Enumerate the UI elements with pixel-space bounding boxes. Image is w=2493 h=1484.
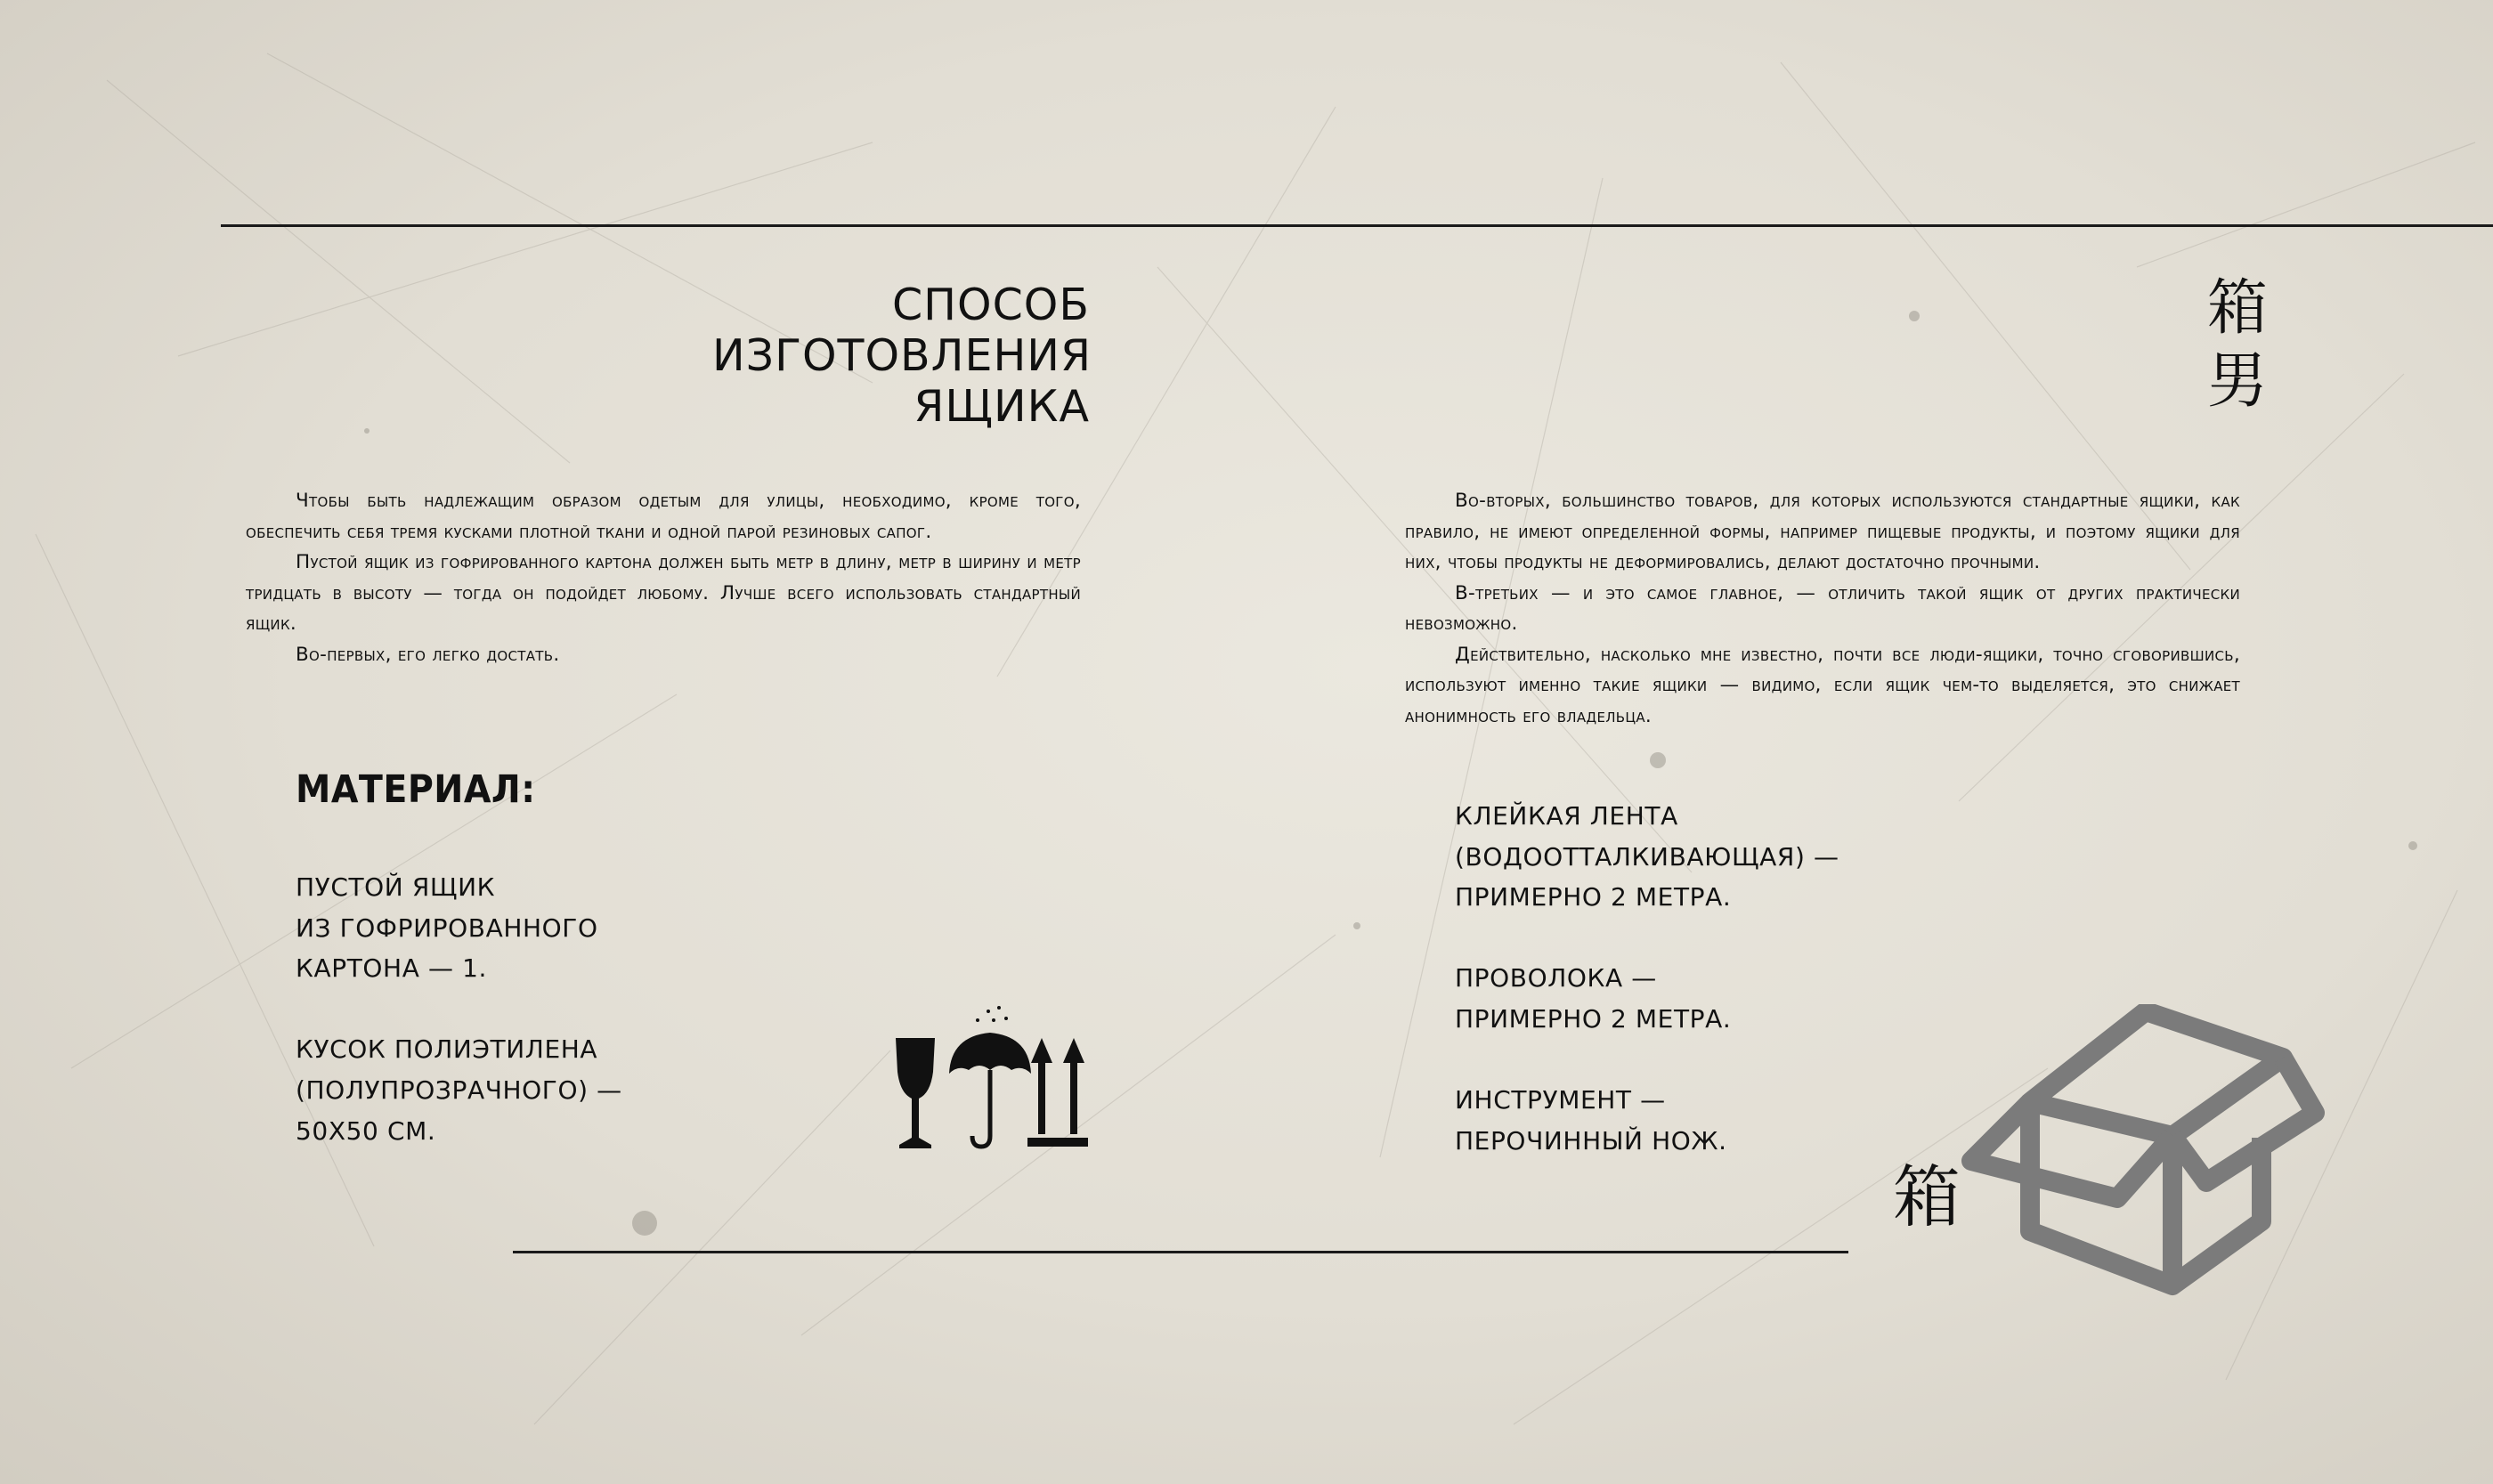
kanji-box-character: 箱: [1893, 1157, 1961, 1237]
materials-heading: МАТЕРИАЛ:: [296, 767, 536, 812]
this-way-up-arrows-icon: [1027, 1038, 1088, 1147]
paragraph: Пустой ящик из гофрированного картона должен быть метр в длину, метр в ширину и метр тридцать в высоту — тогда он подойдет любому. Лучше всего использовать стандартный ящик.: [246, 551, 1081, 635]
paragraph: Во-вторых, большинство товаров, для которых используются стандартные ящики, как правило, не имеют определенной формы, например пищевые продукты, и поэтому ящики для них, чтобы продукты не деформировались, делают достаточно прочными.: [1405, 490, 2240, 573]
top-rule: [221, 224, 2493, 227]
open-box-icon: [1959, 1004, 2333, 1298]
material-item: КЛЕЙКАЯ ЛЕНТА (ВОДООТТАЛКИВАЮЩАЯ) — ПРИМЕРНО 2 МЕТРА.: [1455, 801, 1839, 912]
material-item: КУСОК ПОЛИЭТИЛЕНА (ПОЛУПРОЗРАЧНОГО) — 50Х50 СМ.: [296, 1034, 622, 1146]
material-item: ПРОВОЛОКА — ПРИМЕРНО 2 МЕТРА.: [1455, 963, 1732, 1034]
paragraph: Чтобы быть надлежащим образом одетым для улицы, необходимо, кроме того, обеспечить себя тремя кусками плотной ткани и одной парой резиновых сапог.: [246, 490, 1081, 543]
materials-list-right: [1455, 796, 1839, 1202]
material-item: ИНСТРУМЕНТ — ПЕРОЧИННЫЙ НОЖ.: [1455, 1085, 1727, 1156]
kanji-vertical-title: 箱男: [2206, 273, 2268, 417]
fragile-glass-icon: [896, 1038, 935, 1148]
material-item: ПУСТОЙ ЯЩИК ИЗ ГОФРИРОВАННОГО КАРТОНА — 1.: [296, 872, 598, 984]
right-body-text: [1405, 486, 2240, 732]
materials-list-left: [296, 867, 622, 1192]
paragraph: В-третьих — и это самое главное, — отличить такой ящик от других практически невозможно.: [1405, 581, 2240, 635]
handling-icons: [889, 1004, 1093, 1154]
bottom-rule: [513, 1251, 1848, 1253]
page-title: СПОСОБ ИЗГОТОВЛЕНИЯ ЯЩИКА: [712, 280, 1092, 432]
keep-dry-umbrella-icon: [949, 1006, 1031, 1147]
paragraph: Во-первых, его легко достать.: [296, 643, 560, 666]
paragraph: Действительно, насколько мне известно, почти все люди-ящики, точно сговорившись, используют именно такие ящики — видимо, если ящик чем-то выделяется, это снижает анонимность его владельца.: [1405, 643, 2240, 727]
left-body-text: [246, 486, 1081, 670]
